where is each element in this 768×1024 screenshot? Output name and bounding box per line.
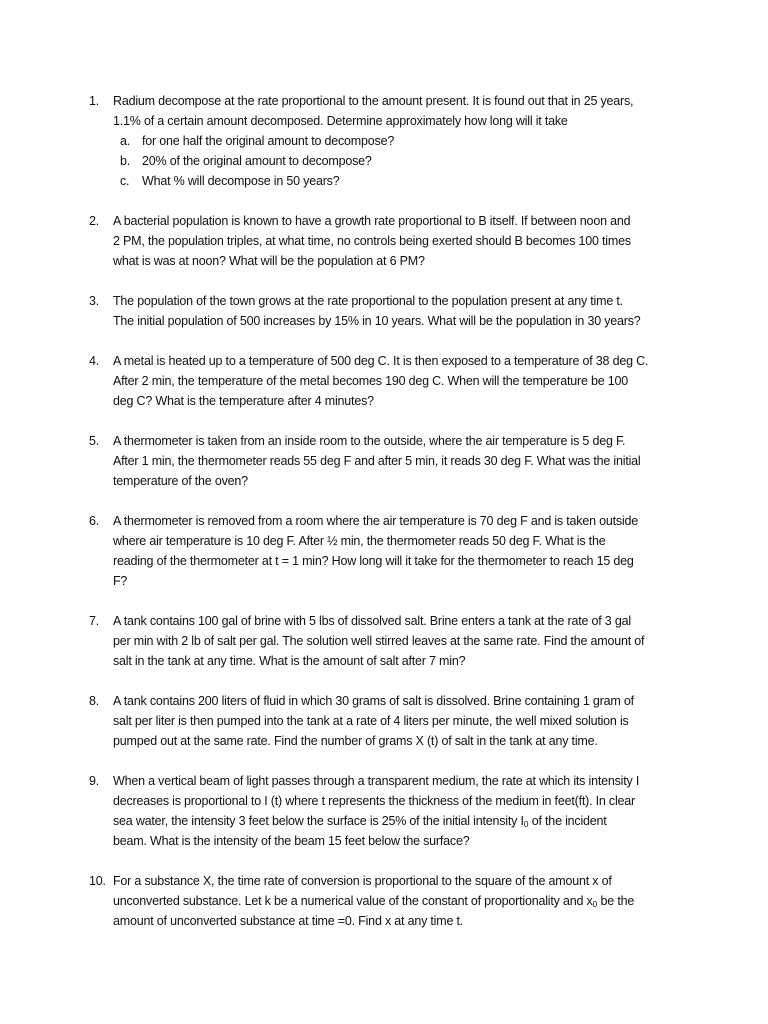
problem-text-line	[113, 811, 713, 831]
problem-text-line	[113, 891, 713, 911]
problem-number: 4.	[89, 354, 100, 368]
problem-text-line: salt per liter is then pumped into the tank at a rate of 4 liters per minute, the well mixed solution is	[113, 714, 629, 728]
problem-item	[89, 771, 713, 851]
problem-text-line: A bacterial population is known to have a growth rate proportional to B itself. If between noon and	[113, 214, 631, 228]
problem-item	[89, 211, 713, 271]
problem-text-line: After 2 min, the temperature of the metal becomes 190 deg C. When will the temperature be 100	[113, 374, 629, 388]
problem-number: 1.	[89, 94, 100, 108]
problem-text-line: per min with 2 lb of salt per gal. The solution well stirred leaves at the same rate. Find the amount of	[113, 634, 645, 648]
problem-item	[89, 611, 713, 671]
sub-question	[113, 131, 713, 151]
problem-item	[89, 691, 713, 751]
problem-item	[89, 871, 713, 931]
problem-text-line: pumped out at the same rate. Find the number of grams X (t) of salt in the tank at any time.	[113, 734, 598, 748]
problem-number: 5.	[89, 434, 100, 448]
problem-item	[89, 91, 713, 191]
problem-text-line: amount of unconverted substance at time =0. Find x at any time t.	[113, 914, 464, 928]
sub-question-label: b.	[120, 154, 131, 168]
subscript: 0	[523, 819, 529, 829]
sub-question-text: 20% of the original amount to decompose?	[142, 154, 372, 168]
problem-item	[89, 431, 713, 491]
text-segment: of the incident	[528, 814, 607, 828]
text-segment: be the	[597, 894, 635, 908]
problem-number: 8.	[89, 694, 100, 708]
sub-question-label: a.	[120, 134, 131, 148]
problem-text-line: 2 PM, the population triples, at what time, no controls being exerted should B becomes 100 times	[113, 234, 631, 248]
problem-text-line: Radium decompose at the rate proportional to the amount present. It is found out that in 25 years,	[113, 94, 634, 108]
problem-text-line: temperature of the oven?	[113, 474, 248, 488]
problem-text-line: A metal is heated up to a temperature of 500 deg C. It is then exposed to a temperature of 38 deg C.	[113, 354, 649, 368]
problem-text-line: salt in the tank at any time. What is the amount of salt after 7 min?	[113, 654, 466, 668]
problem-text-line: A thermometer is removed from a room where the air temperature is 70 deg F and is taken outside	[113, 514, 639, 528]
problem-number: 6.	[89, 514, 100, 528]
text-segment: unconverted substance. Let k be a numerical value of the constant of proportionality and x	[113, 894, 593, 908]
sub-question-text: for one half the original amount to decompose?	[142, 134, 395, 148]
sub-question-label: c.	[120, 174, 130, 188]
problem-text-line: A thermometer is taken from an inside room to the outside, where the air temperature is 5 deg F.	[113, 434, 626, 448]
problem-number: 3.	[89, 294, 100, 308]
problem-text-line: A tank contains 200 liters of fluid in which 30 grams of salt is dissolved. Brine containing 1 gram of	[113, 694, 634, 708]
problem-number: 10.	[89, 874, 106, 888]
problem-text-line: F?	[113, 574, 128, 588]
problem-number: 2.	[89, 214, 100, 228]
sub-question	[113, 151, 713, 171]
problem-list	[0, 91, 768, 931]
problem-text-line: what is was at noon? What will be the population at 6 PM?	[113, 254, 425, 268]
sub-question	[113, 171, 713, 191]
problem-item	[89, 291, 713, 331]
problem-text-line: decreases is proportional to I (t) where t represents the thickness of the medium in feet(ft). In clear	[113, 794, 636, 808]
problem-text-line: After 1 min, the thermometer reads 55 deg F and after 5 min, it reads 30 deg F. What was the initial	[113, 454, 641, 468]
problem-text-line: reading of the thermometer at t = 1 min? How long will it take for the thermometer to reach 15 deg	[113, 554, 634, 568]
problem-text-line: For a substance X, the time rate of conversion is proportional to the square of the amount x of	[113, 874, 612, 888]
problem-text-line: The population of the town grows at the rate proportional to the population present at any time t.	[113, 294, 623, 308]
problem-text-line: A tank contains 100 gal of brine with 5 lbs of dissolved salt. Brine enters a tank at the rate of 3 gal	[113, 614, 631, 628]
problem-text-line: 1.1% of a certain amount decomposed. Determine approximately how long will it take	[113, 114, 568, 128]
problem-text-line: The initial population of 500 increases by 15% in 10 years. What will be the population in 30 years?	[113, 314, 641, 328]
text-segment: sea water, the intensity 3 feet below the surface is 25% of the initial intensity I	[113, 814, 524, 828]
problem-item	[89, 351, 713, 411]
problem-number: 9.	[89, 774, 100, 788]
problem-text-line: When a vertical beam of light passes through a transparent medium, the rate at which its intensity I	[113, 774, 640, 788]
problem-item	[89, 511, 713, 591]
problem-number: 7.	[89, 614, 100, 628]
problem-text-line: deg C? What is the temperature after 4 minutes?	[113, 394, 374, 408]
subscript: 0	[592, 899, 598, 909]
problem-text-line: beam. What is the intensity of the beam 15 feet below the surface?	[113, 834, 470, 848]
sub-question-text: What % will decompose in 50 years?	[142, 174, 340, 188]
problem-text-line: where air temperature is 10 deg F. After ½ min, the thermometer reads 50 deg F. What is the	[113, 534, 606, 548]
